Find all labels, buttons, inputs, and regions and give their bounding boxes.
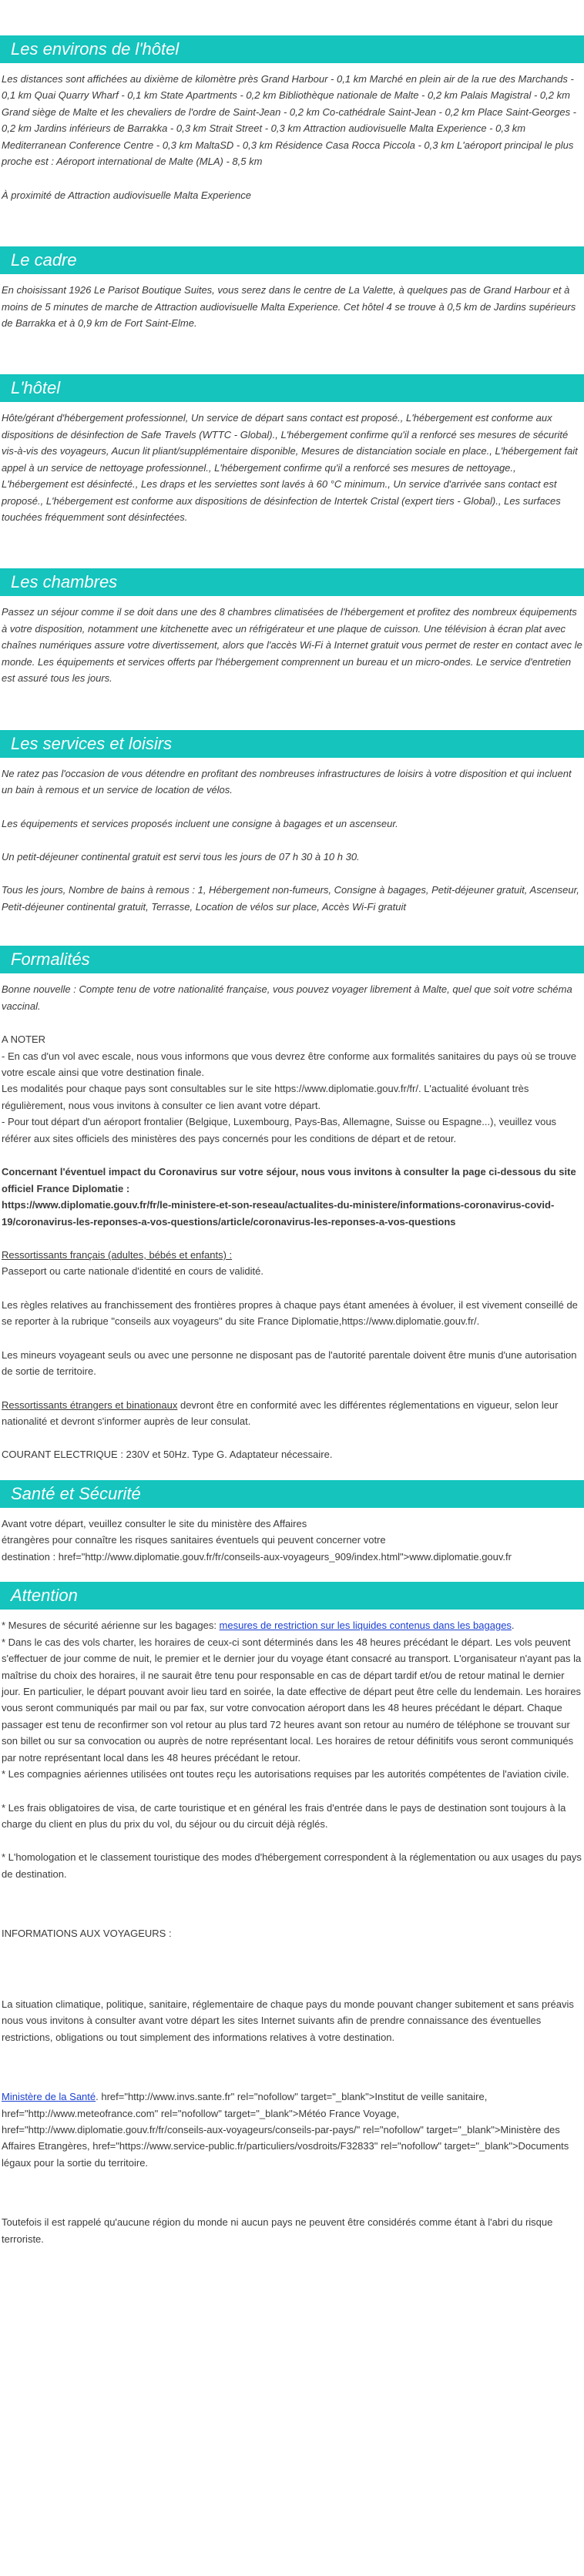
section-title-cadre: Le cadre xyxy=(0,246,584,274)
attention-mesures-body: . * Dans le cas des vols charter, les horaires de ceux-ci sont déterminés dans les 48 heures précédant le départ. Les vols peuvent s'effectuer de jour comme de nuit, le premier et le dernier jour du voyage étant consacré au transport. L'organisateur n'ayant pas la maîtrise du choix des horaires, il ne saurait être tenu pour responsable en cas de départ tardif et/ou de retour matinal le dernier jour. En particulier, le départ pouvant avoir lieu tard en soirée, la date effective de départ peut être celle du lendemain. Les horaires vous seront communiqués par mail ou par fax, sur votre convocation aéroport dans les 48 heures précédant le départ. Chaque passager est tenu de reconfirmer son vol retour au plus tard 72 heures avant son retour au numéro de téléphone se trouvant sur son billet ou sur sa convocation ou auprès de notre représentant local. Les horaires de retour définitifs vous seront communiqués par notre représentant local dans les 48 heures précédant le retour. * Les compagnies aériennes utilisées ont toutes reçu les autorisations requises par les autorités compétentes de l'aviation civile. xyxy=(2,1620,582,1780)
section-title-services: Les services et loisirs xyxy=(0,730,584,758)
section-services xyxy=(0,730,584,916)
formalites-etrangers xyxy=(2,1397,582,1430)
attention-liens-body: . href="http://www.invs.sante.fr" rel="nofollow" target="_blank">Institut de veille sanitaire, href="http://www.meteofrance.com" rel="nofollow" target="_blank">Météo France Voyage, href="http://www.diplomatie.gouv.fr/fr/conseils-aux-voyageurs/conseils-par-pays/" rel="nofollow" target="_blank">Ministère des Affaires Etrangères, href="https://www.service-public.fr/particuliers/vosdroits/F32833" rel="nofollow" target="_blank">Documents légaux pour la sortie du territoire. xyxy=(2,2091,569,2169)
section-title-attention: Attention xyxy=(0,1582,584,1610)
environs-distances: Les distances sont affichées au dixième de kilomètre près Grand Harbour - 0,1 km Marché en plein air de la rue des Marchands - 0,1 km Quai Quarry Wharf - 0,1 km State Apartments - 0,2 km Bibliothèque nationale de Malte - 0,2 km Palais Magistral - 0,2 km Grand siège de Malte et les chevaliers de l'ordre de Saint-Jean - 0,2 km Co-cathédrale Saint-Jean - 0,2 km Place Saint-Georges - 0,2 km Jardins inférieurs de Barrakka - 0,3 km Strait Street - 0,3 km Attraction audiovisuelle Malta Experience - 0,3 km Mediterranean Conference Centre - 0,3 km MaltaSD - 0,3 km Résidence Casa Rocca Piccola - 0,3 km L'aéroport principal le plus proche est : Aéroport international de Malte (MLA) - 8,5 km xyxy=(2,73,577,168)
formalites-ressortissants-francais xyxy=(2,1247,582,1280)
formalites-ressortissants-francais-body: Passeport ou carte nationale d'identité en cours de validité. xyxy=(2,1265,263,1278)
attention-terrorisme: Toutefois il est rappelé qu'aucune région du monde ni aucun pays ne peuvent être considérés comme étant à l'abri du risque terroriste. xyxy=(2,2216,553,2245)
section-chambres xyxy=(0,568,584,686)
attention-homologation: * L'homologation et le classement touristique des modes d'hébergement correspondent à la réglementation ou aux usages du pays de destination. xyxy=(2,1851,582,1880)
formalites-coronavirus: Concernant l'éventuel impact du Coronavirus sur votre séjour, nous vous invitons à consulter la page ci-dessous du site officiel France Diplomatie : https://www.diplomatie.gouv.fr/fr/le-ministere-et-son-reseau/actualites-du-ministere/informations-coronavirus-covid-19/coronavirus-les-reponses-a-vos-questions/article/coronavirus-les-reponses-a-vos-questions xyxy=(2,1166,576,1228)
chambres-text: Passez un séjour comme il se doit dans une des 8 chambres climatisées de l'hébergement et profitez des nombreux équipements à votre disposition, notamment une kitchenette avec un réfrigérateur et une plaque de cuisson. Une télévision à écran plat avec chaînes numériques assure votre divertissement, alors que l'accès Wi-Fi à Internet gratuit vous permet de rester en contact avec le monde. Les équipements et services offerts par l'hébergement comprennent un bureau et un micro-ondes. Le service d'entretien est assuré tous les jours. xyxy=(2,606,582,685)
attention-informations-heading: INFORMATIONS AUX VOYAGEURS : xyxy=(2,1928,172,1940)
attention-mesures-prefix: * Mesures de sécurité aérienne sur les bagages: xyxy=(2,1620,220,1632)
attention-mesures xyxy=(2,1617,582,1782)
formalites-etrangers-heading: Ressortissants étrangers et binationaux xyxy=(2,1399,178,1411)
section-hotel xyxy=(0,374,584,525)
section-title-sante: Santé et Sécurité xyxy=(0,1480,584,1508)
ministere-sante-link[interactable]: Ministère de la Santé xyxy=(2,2091,96,2103)
formalites-a-noter: A NOTER - En cas d'un vol avec escale, nous vous informons que vous devrez être conforme aux formalités sanitaires du pays où se trouve votre escale ainsi que votre destination finale. Les modalités pour chaque pays sont consultables sur le site https://www.diplomatie.gouv.fr/fr/. L'actualité évoluant très régulièrement, nous vous invitons à consulter ce lien avant votre départ. - Pour tout départ d'un aéroport frontalier (Belgique, Luxembourg, Pays-Bas, Allemagne, Suisse ou Espagne...), veuillez vous référer aux sites officiels des ministères des pays concernés pour les conditions de départ et de retour. xyxy=(2,1033,577,1144)
environs-proximity: À proximité de Attraction audiovisuelle Malta Experience xyxy=(2,189,251,201)
section-attention xyxy=(0,1582,584,2247)
cadre-text: En choisissant 1926 Le Parisot Boutique Suites, vous serez dans le centre de La Valette, à quelques pas de Grand Harbour et à moins de 5 minutes de marche de Attraction audiovisuelle Malta Experience. Cet hôtel 4 se trouve à 0,5 km de Jardins supérieurs de Barrakka et à 0,9 km de Fort Saint-Elme. xyxy=(2,284,576,329)
section-title-formalites: Formalités xyxy=(0,946,584,973)
attention-frais: * Les frais obligatoires de visa, de carte touristique et en général les frais d'entrée dans le pays de destination sont toujours à la charge du client en plus du prix du vol, du séjour ou du circuit déjà réglés. xyxy=(2,1801,566,1830)
formalites-mineurs: Les mineurs voyageant seuls ou avec une personne ne disposant pas de l'autorité parentale doivent être munis d'une autorisation de sortie de territoire. xyxy=(2,1348,577,1378)
services-leisure: Ne ratez pas l'occasion de vous détendre en profitant des nombreuses infrastructures de loisirs à votre disposition et qui incluent un bain à remous et un service de location de vélos. xyxy=(2,767,572,796)
section-cadre xyxy=(0,246,584,331)
section-title-chambres: Les chambres xyxy=(0,568,584,596)
services-equipment: Les équipements et services proposés incluent une consigne à bagages et un ascenseur. xyxy=(2,817,398,829)
section-environs xyxy=(0,35,584,203)
section-formalites xyxy=(0,946,584,1463)
sante-text: Avant votre départ, veuillez consulter le site du ministère des Affaires étrangères pour connaître les risques sanitaires éventuels qui peuvent concerner votre destination : href="http://www.diplomatie.gouv.fr/fr/conseils-aux-voyageurs_909/index.html">www.diplomatie.gouv.fr xyxy=(2,1517,512,1563)
hotel-text: Hôte/gérant d'hébergement professionnel, Un service de départ sans contact est proposé., L'hébergement est conforme aux dispositions de désinfection de Safe Travels (WTTC - Global)., L'hébergement confirme qu'il a renforcé ses mesures de sécurité vis-à-vis des voyageurs, Aucun lit pliant/supplémentaire disponible, Mesures de distanciation sociale en place., L'hébergement fait appel à un service de nettoyage professionnel., L'hébergement confirme qu'il a renforcé ses mesures de nettoyage., L'hébergement est désinfecté., Les draps et les serviettes sont lavés à 60 °C minimum., Un service d'arrivée sans contact est proposé., L'hébergement est conforme aux dispositions de désinfection de Intertek Cristal (expert tiers - Global)., Les surfaces touchées fréquemment sont désinfectées. xyxy=(2,412,578,523)
formalites-frontieres: Les règles relatives au franchissement des frontières propres à chaque pays étant amenées à évoluer, il est vivement conseillé de se reporter à la rubrique "conseils aux voyageurs" du site France Diplomatie,https://www.diplomatie.gouv.fr/. xyxy=(2,1298,578,1328)
formalites-ressortissants-francais-heading: Ressortissants français (adultes, bébés et enfants) : xyxy=(2,1248,233,1261)
formalites-courant: COURANT ELECTRIQUE : 230V et 50Hz. Type G. Adaptateur nécessaire. xyxy=(2,1449,333,1461)
section-title-hotel: L'hôtel xyxy=(0,374,584,402)
section-sante xyxy=(0,1480,584,1565)
liquids-restriction-link[interactable]: mesures de restriction sur les liquides contenus dans les bagages xyxy=(219,1620,512,1632)
services-breakfast: Un petit-déjeuner continental gratuit est servi tous les jours de 07 h 30 à 10 h 30. xyxy=(2,850,360,863)
formalites-good-news: Bonne nouvelle : Compte tenu de votre nationalité française, vous pouvez voyager librement à Malte, quel que soit votre schéma vaccinal. xyxy=(2,983,572,1012)
attention-liens xyxy=(2,2089,582,2171)
services-list: Tous les jours, Nombre de bains à remous : 1, Hébergement non-fumeurs, Consigne à bagages, Petit-déjeuner gratuit, Ascenseur, Petit-déjeuner continental gratuit, Terrasse, Location de vélos sur place, Accès Wi-Fi gratuit xyxy=(2,884,579,913)
formalites-etrangers-body: devront être en conformité avec les différentes réglementations en vigueur, selon leur nationalité et devront s'informer auprès de leur consulat. xyxy=(2,1399,559,1427)
attention-situation: La situation climatique, politique, sanitaire, réglementaire de chaque pays du monde pouvant changer subitement et sans préavis nous vous invitons à consulter avant votre départ les sites Internet suivants afin de prendre connaissance des éventuelles restrictions, obligations ou tout simplement des informations relatives à votre destination. xyxy=(2,1998,574,2043)
section-title-environs: Les environs de l'hôtel xyxy=(0,35,584,63)
